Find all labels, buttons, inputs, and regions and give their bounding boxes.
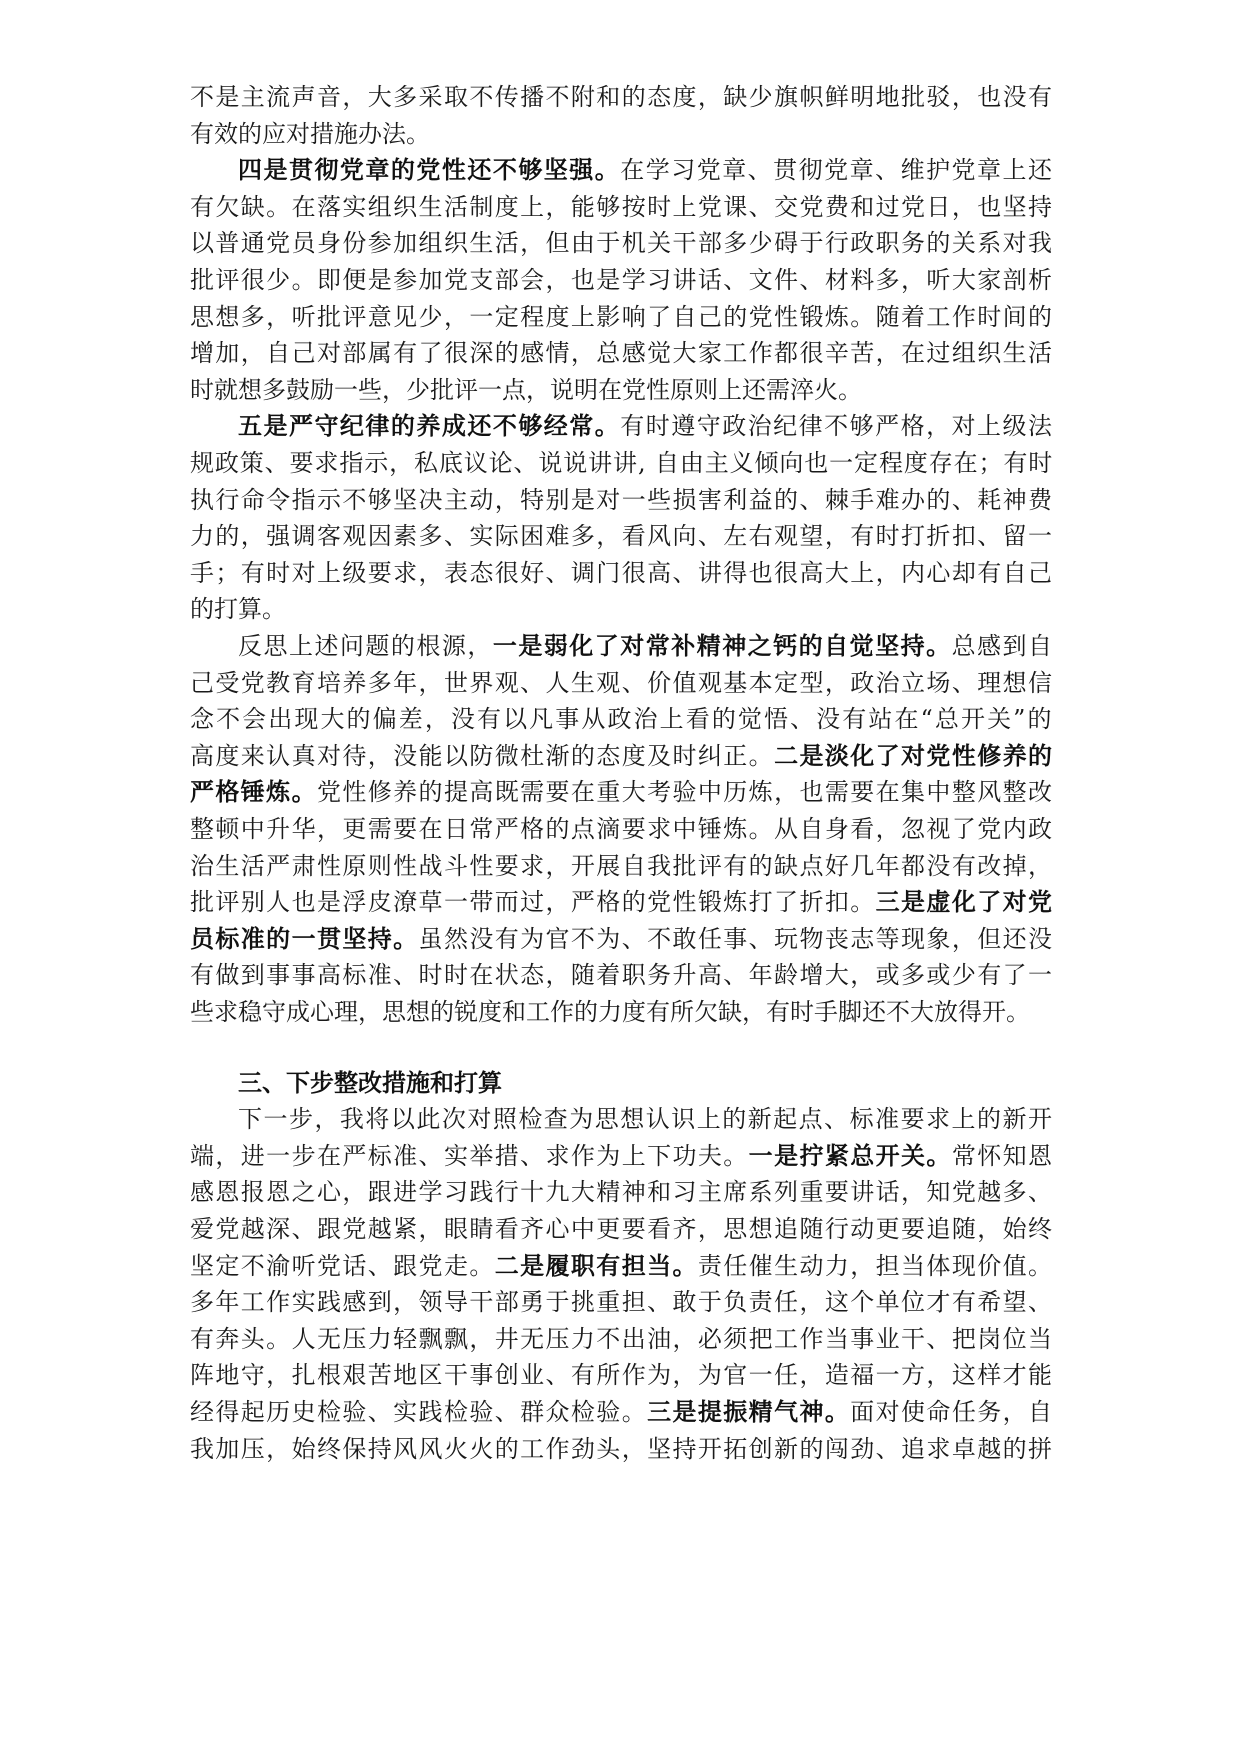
text-run: 不是主流声音，大多采取不传播不附和的态度，缺少旗帜鲜明地批驳，也没有: [190, 83, 1054, 111]
text-run: 在学习党章、贯彻党章、维护党章上还: [620, 156, 1054, 185]
text-line: [190, 1324, 1053, 1354]
text-run: 下一步，我将以此次对照检查为思想认识上的新起点、标准要求上的新开: [238, 1105, 1054, 1134]
text-line: [190, 814, 1053, 844]
text-line: [238, 411, 1054, 441]
text-run: 手；有时对上级要求，表态很好、调门很高、讲得也很高大上，内心却有自己: [190, 558, 1054, 587]
text-line: [190, 448, 1053, 478]
text-line: [238, 155, 1054, 185]
text-line: [190, 668, 1053, 698]
text-run: 有时遵守政治纪律不够严格，对上级法: [620, 412, 1054, 441]
text-line: [190, 1397, 1053, 1427]
text-run: 面对使命任务，自: [850, 1398, 1054, 1426]
bold-phrase: 严格锤炼。: [190, 777, 317, 807]
text-run: 整顿中升华，更需要在日常严格的点滴要求中锤炼。从自身看，忽视了党内政: [190, 815, 1054, 843]
text-line: [190, 704, 1054, 734]
bold-phrase: 一是弱化了对常补精神之钙的自觉坚持。: [492, 631, 952, 660]
bold-phrase: 员标准的一贯坚持。: [190, 923, 419, 953]
text-run: 多年工作实践感到，领导干部勇于挑重担、敢于负责任，这个单位才有希望、: [190, 1288, 1054, 1317]
text-run: 念不会出现大的偏差，没有以凡事从政治上看的觉悟、没有站在“总开关”的: [190, 705, 1054, 734]
text-line: [190, 228, 1053, 258]
bold-phrase: 三是提振精气神。: [647, 1397, 851, 1426]
text-line: [190, 338, 1053, 368]
text-run: 批评别人也是浮皮潦草一带而过，严格的党性锻炼打了折扣。: [190, 888, 876, 917]
text-line: [190, 302, 1053, 332]
text-line: [190, 558, 1053, 588]
text-line: [190, 1287, 1053, 1317]
text-run: 经得起历史检验、实践检验、群众检验。: [190, 1398, 648, 1426]
text-run: 总感到自: [951, 632, 1054, 660]
text-run: 常怀知恩: [951, 1141, 1054, 1170]
text-run: 批评很少。即便是参加党支部会，也是学习讲话、文件、材料多，听大家剖析: [190, 266, 1054, 294]
text-run: 有做到事事高标准、时时在状态，随着职务升高、年龄增大，或多或少有了一: [190, 961, 1054, 990]
bold-phrase: 二是履职有担当。: [494, 1250, 698, 1280]
text-line: [190, 265, 1053, 295]
text-run: 虽然没有为官不为、不敢任事、玩物丧志等现象，但还没: [418, 924, 1054, 953]
text-run: 有欠缺。在落实组织生活制度上，能够按时上党课、交党费和过党日，也坚持: [190, 192, 1054, 221]
text-run: 有效的应对措施办法。: [190, 119, 430, 148]
text-line: [190, 192, 1053, 222]
text-run: 己受党教育培养多年，世界观、人生观、价值观基本定型，政治立场、理想信: [190, 668, 1054, 697]
text-line: [190, 1251, 1053, 1281]
text-run: 时就想多鼓励一些，少批评一点，说明在党性原则上还需淬火。: [190, 375, 862, 404]
text-run: 以普通党员身份参加组织生活，但由于机关干部多少碍于行政职务的关系对我: [190, 229, 1054, 258]
text-line: [190, 1214, 1053, 1244]
bold-phrase: 五是严守纪律的养成还不够经常。: [238, 411, 621, 441]
text-run: 有奔头。人无压力轻飘飘，井无压力不出油，必须把工作当事业干、把岗位当: [190, 1324, 1054, 1353]
text-run: 增加，自己对部属有了很深的感情，总感觉大家工作都很辛苦，在过组织生活: [190, 339, 1054, 368]
text-line: [190, 1177, 1053, 1207]
text-run: 坚定不渝听党话、跟党走。: [190, 1251, 495, 1280]
text-line: [190, 1141, 1053, 1171]
text-line: [190, 1434, 1053, 1464]
text-run: 爱党越深、跟党越紧，眼睛看齐心中更要看齐，思想追随行动更要追随，始终: [190, 1215, 1054, 1243]
text-line: [190, 375, 862, 405]
text-line: [190, 960, 1053, 990]
text-line: [190, 594, 286, 624]
text-line: [190, 997, 1030, 1027]
text-line: [190, 777, 1053, 807]
text-line: [238, 1104, 1053, 1134]
text-line: [190, 82, 1053, 112]
bold-phrase: 四是贯彻党章的党性还不够坚强。: [238, 155, 621, 185]
text-run: 思想多，听批评意见少，一定程度上影响了自己的党性锻炼。随着工作时间的: [190, 302, 1054, 331]
section-heading: [238, 1068, 502, 1098]
text-line: [238, 631, 1054, 661]
text-line: [190, 485, 1053, 515]
text-line: [190, 924, 1053, 954]
text-run: 的打算。: [190, 595, 286, 624]
text-run: 治生活严肃性原则性战斗性要求，开展自我批评有的缺点好几年都没有改掉，: [190, 851, 1054, 880]
text-run: 感恩报恩之心，跟进学习践行十九大精神和习主席系列重要讲话，知党越多、: [190, 1178, 1054, 1207]
text-run: 执行命令指示不够坚决主动，特别是对一些损害利益的、棘手难办的、耗神费: [190, 485, 1054, 514]
text-run: 责任催生动力，担当体现价值。: [697, 1251, 1054, 1280]
text-run: 高度来认真对待，没能以防微杜渐的态度及时纠正。: [190, 741, 775, 770]
text-run: 力的，强调客观因素多、实际困难多，看风向、左右观望，有时打折扣、留一: [190, 522, 1054, 551]
bold-phrase: 三、下步整改措施和打算: [238, 1067, 502, 1097]
text-run: 些求稳守成心理，思想的锐度和工作的力度有所欠缺，有时手脚还不大放得开。: [190, 998, 1030, 1026]
text-run: 阵地守，扎根艰苦地区干事创业、有所作为，为官一任，造福一方，这样才能: [190, 1361, 1054, 1390]
bold-phrase: 一是拧紧总开关。: [748, 1140, 952, 1170]
text-line: [190, 119, 430, 149]
text-run: 反思上述问题的根源，: [238, 632, 493, 660]
text-line: [190, 521, 1053, 551]
text-run: 我加压，始终保持风风火火的工作劲头，坚持开拓创新的闯劲、追求卓越的拼: [190, 1434, 1054, 1463]
bold-phrase: 二是淡化了对党性修养的: [774, 740, 1054, 770]
text-run: 规政策、要求指示，私底议论、说说讲讲, 自由主义倾向也一定程度存在；有时: [190, 449, 1054, 477]
text-run: 端，进一步在严标准、实举措、求作为上下功夫。: [190, 1141, 749, 1170]
text-line: [190, 741, 1053, 771]
text-line: [190, 851, 1053, 881]
bold-phrase: 三是虚化了对党: [875, 887, 1054, 917]
text-run: 党性修养的提高既需要在重大考验中历炼，也需要在集中整风整改: [316, 778, 1054, 807]
text-line: [190, 887, 1053, 917]
text-line: [190, 1360, 1053, 1390]
